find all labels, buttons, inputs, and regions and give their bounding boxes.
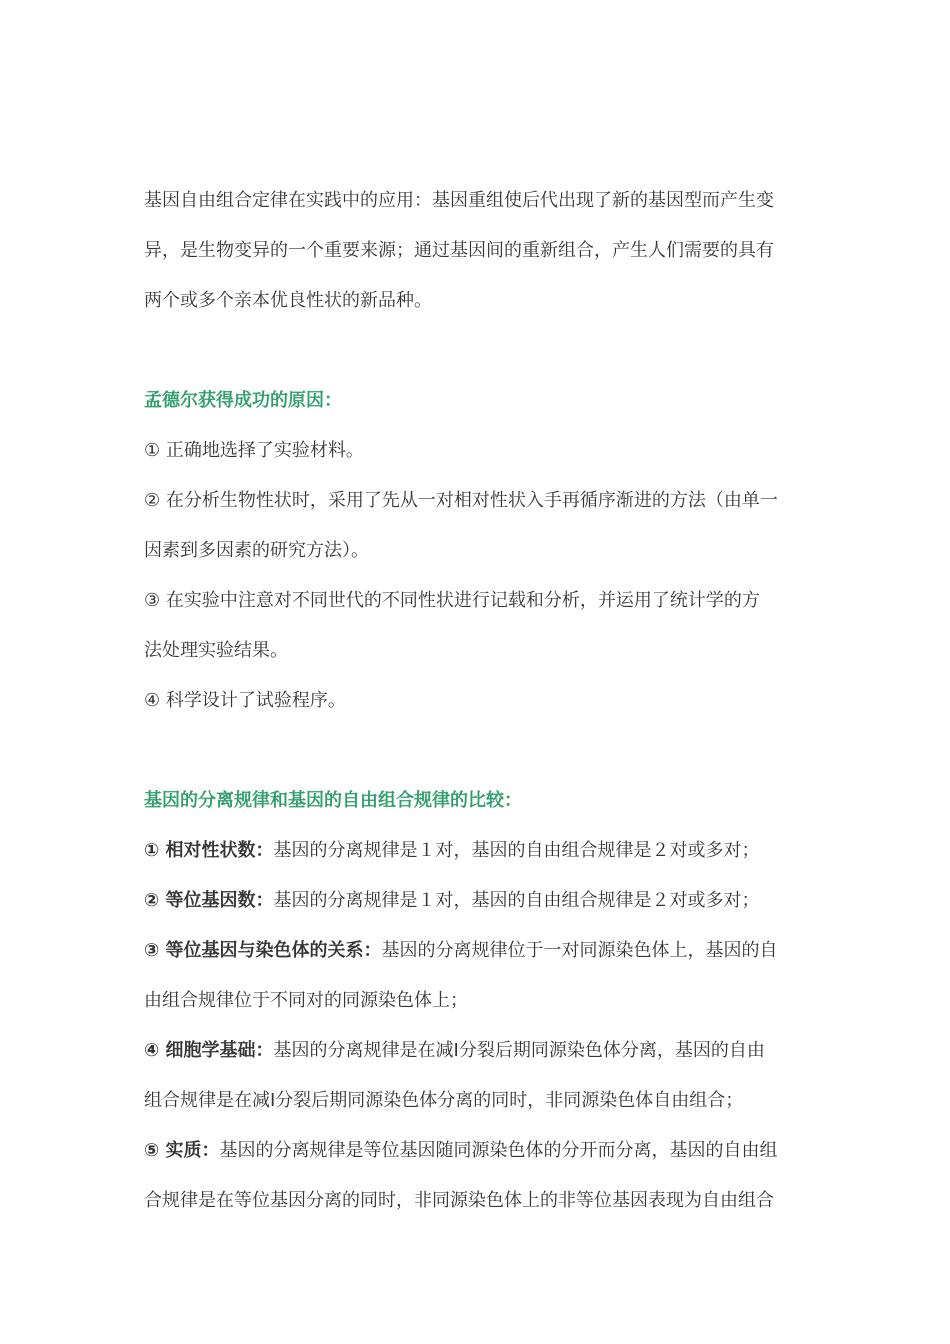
list-item: ④ 科学设计了试验程序。 <box>144 690 346 711</box>
list-item: ③ 在实验中注意对不同世代的不同性状进行记载和分析，并运用了统计学的方 <box>144 590 760 611</box>
comparison-item-continuation: 合规律是在等位基因分离的同时，非同源染色体上的非等位基因表现为自由组合 <box>144 1190 774 1211</box>
item-label: ⑤ 实质： <box>144 1140 220 1161</box>
comparison-item-allele-count <box>144 876 812 926</box>
item-label: ② 等位基因数： <box>144 890 274 911</box>
comparison-item-continuation: 组合规律是在减Ⅰ分裂后期同源染色体分离的同时，非同源染色体自由组合； <box>144 1090 744 1111</box>
list-item: ① 正确地选择了实验材料。 <box>144 440 364 461</box>
item-label: ③ 等位基因与染色体的关系： <box>144 940 382 961</box>
item-label: ④ 细胞学基础： <box>144 1040 274 1061</box>
comparison-item-chromosome-relation <box>144 926 812 976</box>
spacer <box>144 726 812 776</box>
application-paragraph <box>144 176 812 326</box>
item-text: 基因的分离规律是１对，基因的自由组合规律是２对或多对； <box>273 890 760 911</box>
list-item-continuation: 法处理实验结果。 <box>144 640 288 661</box>
document-page <box>144 176 812 1226</box>
list-item: ② 在分析生物性状时，采用了先从一对相对性状入手再循序渐进的方法（由单一 <box>144 490 778 511</box>
list-item-continuation: 因素到多因素的研究方法）。 <box>144 540 369 561</box>
item-text: 基因的分离规律位于一对同源染色体上，基因的自 <box>381 940 778 961</box>
comparison-item-continuation: 由组合规律位于不同对的同源染色体上； <box>144 990 468 1011</box>
item-text: 基因的分离规律是等位基因随同源染色体的分开而分离，基因的自由组 <box>219 1140 778 1161</box>
item-text: 基因的分离规律是在减Ⅰ分裂后期同源染色体分离，基因的自由 <box>273 1040 765 1061</box>
paragraph-line: 基因自由组合定律在实践中的应用：基因重组使后代出现了新的基因型而产生变 <box>144 190 774 211</box>
comparison-item-cytology <box>144 1026 812 1076</box>
section-heading-success: 孟德尔获得成功的原因： <box>144 390 342 411</box>
item-label: ① 相对性状数： <box>144 840 274 861</box>
comparison-item-trait-count <box>144 826 812 876</box>
comparison-item-essence <box>144 1126 812 1176</box>
section-heading-comparison: 基因的分离规律和基因的自由组合规律的比较： <box>144 790 522 811</box>
paragraph-line: 异，是生物变异的一个重要来源；通过基因间的重新组合，产生人们需要的具有 <box>144 240 774 261</box>
item-text: 基因的分离规律是１对，基因的自由组合规律是２对或多对； <box>273 840 760 861</box>
success-section <box>144 376 812 726</box>
comparison-section <box>144 776 812 1226</box>
spacer <box>144 326 812 376</box>
paragraph-line: 两个或多个亲本优良性状的新品种。 <box>144 290 432 311</box>
